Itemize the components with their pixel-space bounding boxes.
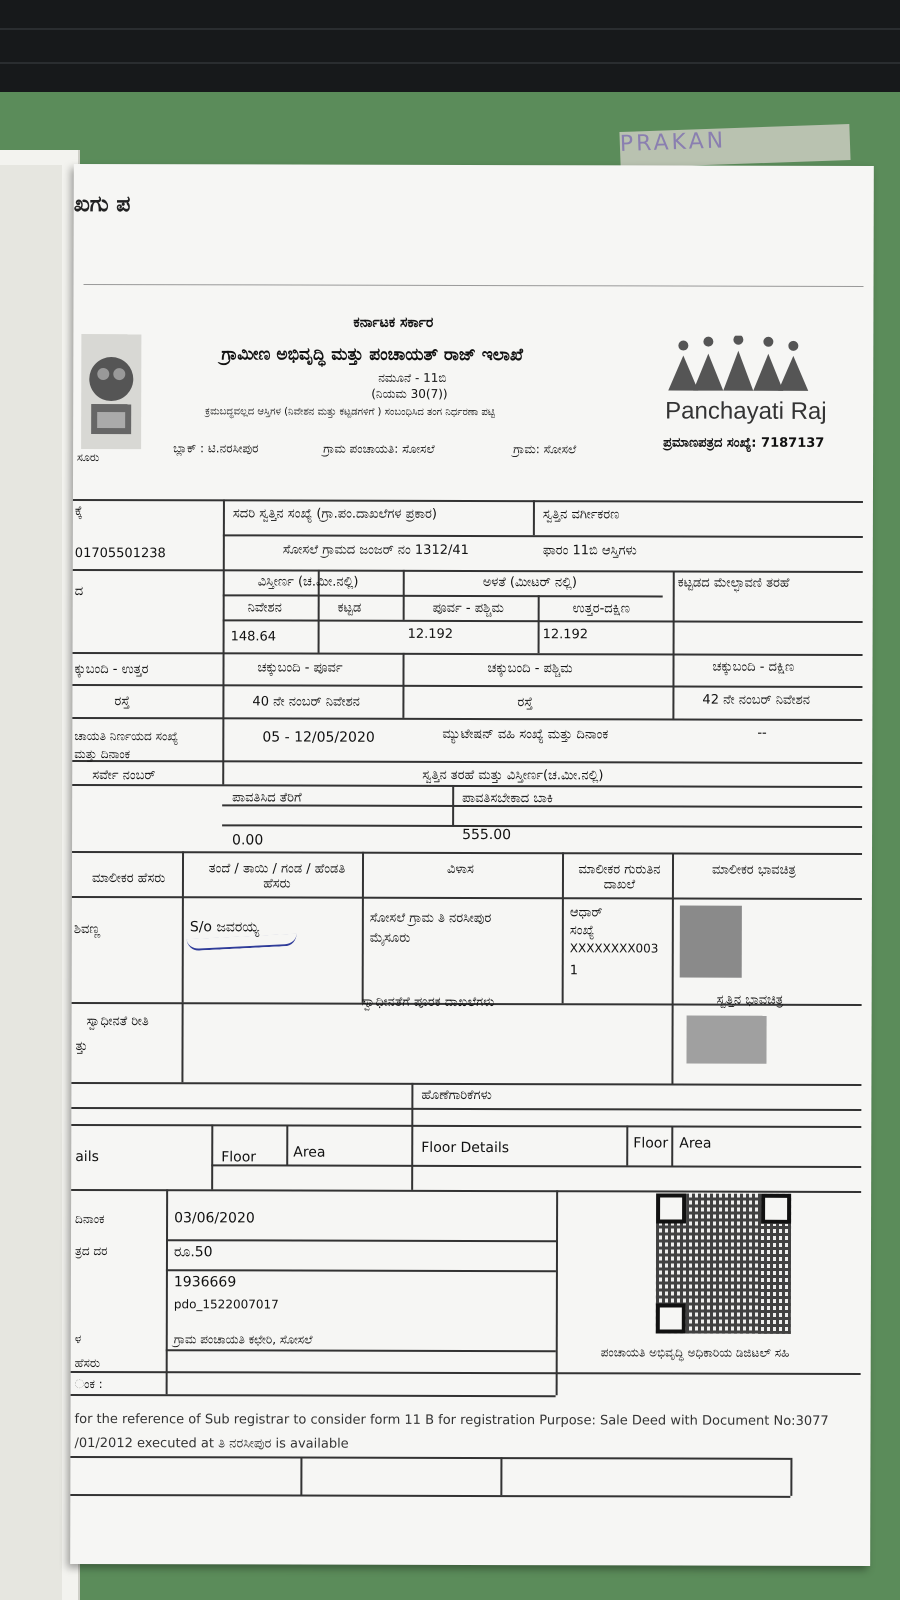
binder-edge — [0, 165, 62, 1600]
form-description: ಕ್ರಮಬದ್ಧವಲ್ಲದ ಆಸ್ತಿಗಳ (ನಿವೇಶನ ಮತ್ತು ಕಟ್ಟಡಗಳಿಗೆ ) ಸಂಬಂಧಿಸಿದ ತಂಗ ನಿರ್ಧರಣಾ ಪಟ್ಟಿ — [205, 406, 496, 419]
gp-name: ಗ್ರಾಮ ಪಂಚಾಯತಿ: ಸೋಸಲೆ — [323, 441, 435, 456]
east-value: 40 ನೇ ನಂಬರ್ ನಿವೇಶನ — [252, 694, 360, 710]
folder-label: PRAKAN — [619, 124, 850, 168]
resolution-label-2: ಮತ್ತು ದಿನಾಂಕ — [74, 746, 131, 762]
owner-photo-label: ಮಾಲೀಕರ ಭಾವಚಿತ್ರ — [711, 862, 796, 878]
measure-label: ಅಳತೆ (ಮೀಟರ್ ನಲ್ಲಿ) — [482, 575, 578, 591]
area-header-1: Area — [293, 1144, 326, 1161]
asset-no-label: ಸದರಿ ಸ್ವತ್ತಿನ ಸಂಖ್ಯೆ (ಗ್ರಾ.ಪಂ.ದಾಖಲೆಗಳ ಪ್ರಕಾರ) — [232, 506, 437, 522]
fee-value: ರೂ.50 — [173, 1244, 213, 1261]
id-line-2: ಸಂಖ್ಯೆ — [569, 923, 595, 939]
digital-signature-label: ಪಂಚಾಯತಿ ಅಭಿವೃದ್ಧಿ ಅಧಿಕಾರಿಯ ಡಿಜಿಟಲ್ ಸಹಿ — [600, 1345, 790, 1360]
id-line-4: 1 — [569, 963, 579, 979]
address-label: ವಿಳಾಸ — [446, 861, 474, 878]
paid-tax-label: ಪಾವತಿಸಿದ ತೆರಿಗೆ — [232, 790, 302, 806]
floor-header-2: Floor — [633, 1135, 669, 1152]
liabilities-label: ಹೊಣೆಗಾರಿಕೆಗಳು — [421, 1087, 492, 1104]
ns-value: 12.192 — [542, 627, 589, 643]
id-line-1: ಆಧಾರ್ — [569, 905, 603, 921]
date-value: 03/06/2020 — [174, 1210, 255, 1227]
floor-header-1: Floor — [221, 1149, 257, 1166]
fee-label: ತ್ರದ ದರ — [74, 1243, 108, 1259]
site-label: ನಿವೇಶನ — [247, 600, 282, 616]
floor-details-header: Floor Details — [421, 1139, 510, 1157]
boundary-east-label: ಚಕ್ಕುಬಂದಿ - ಪೂರ್ವ — [257, 660, 343, 676]
cell-fragment-1: ಕ್ಕೆ — [74, 503, 83, 519]
id-doc-label: ಮಾಲೀಕರ ಗುರುತಿನ ದಾಖಲೆ — [578, 862, 661, 893]
qr-corner-tl — [656, 1193, 686, 1223]
ns-label: ಉತ್ತರ-ದಕ್ಷಿಣ — [572, 601, 631, 617]
ref-value: pdo_1522007017 — [173, 1297, 279, 1312]
office-value: ಗ್ರಾಮ ಪಂಚಾಯತಿ ಕಛೇರಿ, ಸೋಸಲೆ — [173, 1332, 313, 1347]
boundary-south-label: ಚಕ್ಕುಬಂದಿ - ದಕ್ಷಿಣ — [712, 659, 795, 675]
header-rule — [84, 284, 864, 287]
property-photo-label: ಸ್ವತ್ತಿನ ಭಾವಚಿತ್ರ — [716, 992, 784, 1008]
form-number: ನಮೂನೆ - 11ಬಿ — [378, 370, 447, 385]
relation-label: ತಂದೆ / ತಾಯಿ / ಗಂಡ / ಹೆಂಡತಿ ಹೆಸರು — [208, 861, 346, 892]
qr-corner-bl — [656, 1303, 686, 1333]
cell-fragment-2: ದ — [74, 583, 84, 599]
site-area-value: 148.64 — [230, 629, 277, 645]
survey-label: ಸರ್ವೇ ನಂಬರ್ — [92, 768, 156, 784]
relation-value: S/o ಜವರಯ್ಯ — [189, 919, 260, 936]
footer-line-2: /01/2012 executed at ತಿ ನರಸೀಪುರ is available — [74, 1435, 349, 1452]
paid-tax-value: 0.00 — [232, 832, 264, 849]
boundary-north-label: ಕ್ಕುಬಂದಿ - ಉತ್ತರ — [74, 661, 149, 678]
details-fragment: ails — [75, 1148, 99, 1166]
mutation-label: ಮ್ಯುಟೇಷನ್ ವಹಿ ಸಂಖ್ಯೆ ಮತ್ತು ದಿನಾಂಕ — [442, 726, 609, 743]
top-scribble: ಖಗು ಪ — [73, 191, 131, 218]
mutation-value: -- — [757, 725, 767, 741]
resolution-label-1: ಚಾಯತಿ ನಿರ್ಣಯದ ಸಂಖ್ಯೆ — [74, 728, 179, 744]
emblem-caption: ಸೂರು — [77, 450, 100, 465]
form-11b-page — [70, 164, 874, 1566]
west-value: ರಸ್ತೆ — [517, 695, 533, 711]
asset-no-value: ಸೋಸಲೆ ಗ್ರಾಮದ ಜಂಜರ್ ನಂ 1312/41 — [282, 542, 469, 558]
footer-line-1: for the reference of Sub registrar to consider form 11 B for registration Purpose: Sale Deed with Document No:3077 — [74, 1411, 829, 1429]
balance-label: ಪಾವತಿಸಬೇಕಾದ ಬಾಕಿ — [462, 790, 553, 807]
area-label: ವಿಸ್ತೀರ್ಣ (ಚ.ಮೀ.ನಲ್ಲಿ) — [257, 574, 359, 590]
owner-name-label: ಮಾಲೀಕರ ಹೆಸರು — [91, 871, 166, 887]
address-line-1: ಸೋಸಲೆ ಗ್ರಾಮ ತಿ ನರಸೀಪುರ — [369, 910, 492, 927]
dept-title: ಗ್ರಾಮೀಣ ಅಭಿವೃದ್ಧಿ ಮತ್ತು ಪಂಚಾಯತ್ ರಾಜ್ ಇಲಾಖೆ — [221, 344, 523, 366]
south-value: 42 ನೇ ನಂಬರ್ ನಿವೇಶನ — [702, 692, 810, 708]
ownership-docs-label: ಸ್ವಾಧೀನತೆಗೆ ಪೂರಕ ದಾಖಲೆಗಳು — [361, 994, 495, 1011]
boundary-west-label: ಚಕ್ಕುಬಂದಿ - ಪಶ್ಚಿಮ — [487, 661, 573, 677]
type-area-label: ಸ್ವತ್ತಿನ ತರಹೆ ಮತ್ತು ವಿಸ್ತೀರ್ಣ(ಚ.ಮೀ.ನಲ್ಲಿ) — [422, 767, 604, 784]
office-label: ಳ — [74, 1331, 82, 1346]
panchayati-raj-logo-icon — [663, 335, 813, 395]
qr-corner-tr — [761, 1194, 791, 1224]
ownership-label: ಸ್ವಾಧೀನತೆ ರೀತಿ — [86, 1013, 149, 1030]
date-label: ದಿನಾಂಕ — [75, 1211, 105, 1227]
certificate-number: ಪ್ರಮಾಣಪತ್ರದ ಸಂಖ್ಯೆ: 7187137 — [663, 435, 825, 451]
village-name: ಗ್ರಾಮ: ಸೋಸಲೆ — [513, 442, 577, 457]
address-line-2: ಮೈಸೂರು — [369, 930, 411, 946]
ew-label: ಪೂರ್ವ - ಪಶ್ಚಿಮ — [432, 600, 504, 617]
name-label: ಹೆಸರು — [74, 1355, 101, 1371]
resolution-value: 05 - 12/05/2020 — [262, 729, 375, 746]
handwritten-underline — [187, 934, 297, 951]
sign-label: ಂಕ : — [74, 1376, 103, 1392]
keyboard-background — [0, 0, 900, 95]
property-photo — [686, 1016, 766, 1064]
receipt-value: 1936669 — [173, 1274, 237, 1291]
balance-value: 555.00 — [462, 826, 512, 844]
building-label: ಕಟ್ಟಡ — [337, 600, 362, 616]
cell-fragment-3: ತ್ತು — [75, 1038, 88, 1054]
rule-number: (ನಿಯಮ 30(7)) — [371, 386, 448, 401]
id-line-3: XXXXXXXX003 — [569, 941, 659, 956]
class-value: ಫಾರಂ 11ಬಿ ಆಸ್ತಿಗಳು — [542, 543, 637, 559]
govt-title: ಕರ್ನಾಟಕ ಸರ್ಕಾರ — [353, 314, 434, 331]
north-value: ರಸ್ತೆ — [114, 694, 130, 710]
karnataka-emblem-icon — [75, 334, 147, 454]
class-label: ಸ್ವತ್ತಿನ ವರ್ಗೀಕರಣ — [542, 507, 620, 523]
block-name: ಬ್ಲಾಕ್ : ಟಿ.ನರಸೀಪುರ — [173, 441, 259, 456]
brand-name: Panchayati Raj — [665, 397, 827, 425]
owner-photo — [680, 906, 742, 978]
ew-value: 12.192 — [407, 626, 454, 642]
area-header-2: Area — [679, 1135, 712, 1152]
owner-name-value: ಶಿವಣ್ಣ — [73, 921, 101, 938]
property-id: 01705501238 — [74, 545, 166, 562]
building-type-label: ಕಟ್ಟಡದ ಮೇಲ್ಛಾವಣಿ ತರಹೆ — [677, 575, 790, 591]
